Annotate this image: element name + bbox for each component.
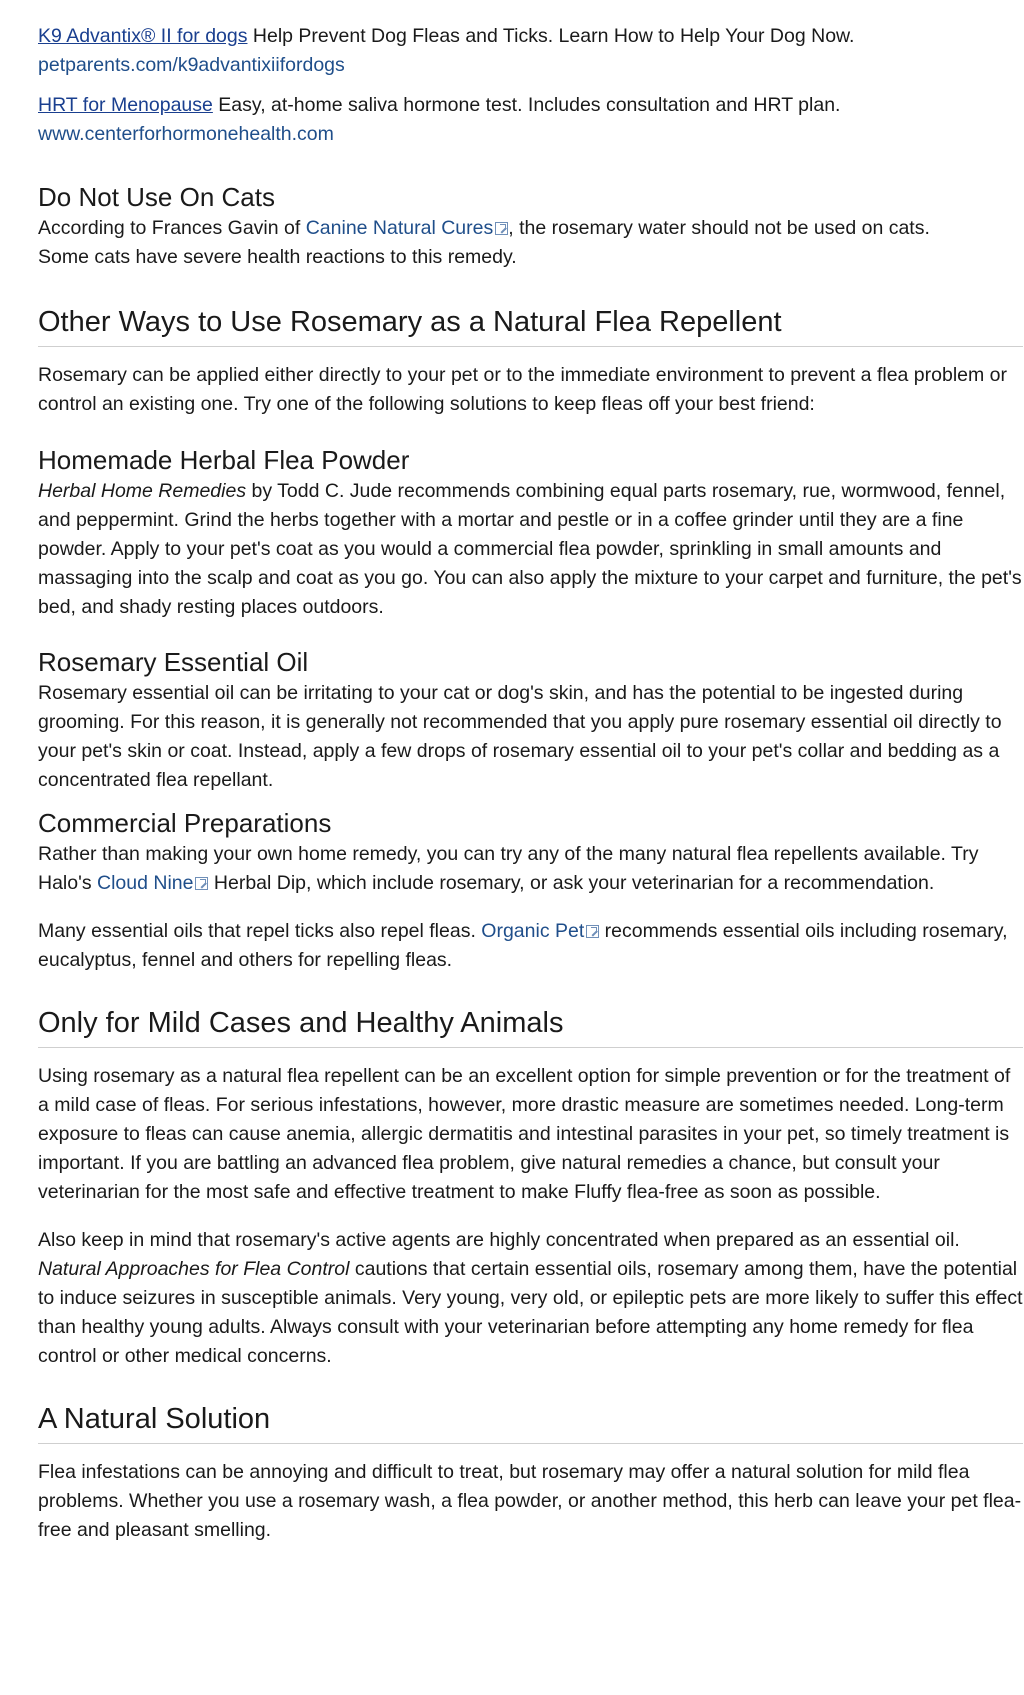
mild-book-title: Natural Approaches for Flea Control [38,1258,350,1280]
mild-text-after: cautions that certain essential oils, rosemary among them, have the potential to induce seizures in susceptible animals. Very young, very old, or epileptic pets are more likely to suffer this effect than healthy young adults. Always consult with your veterinarian before attempting any home remedy for flea control or other medical concerns. [38,1258,1023,1367]
cats-text-after: , the rosemary water should not be used on cats. [508,217,930,239]
mild-paragraph-2 [38,1226,1023,1371]
commercial-paragraph-2 [38,917,1023,975]
external-link-icon[interactable] [495,222,508,235]
commercial-heading: Commercial Preparations [38,808,332,838]
other-ways-heading: Other Ways to Use Rosemary as a Natural Flea Repellent [38,302,1023,347]
cats-text: According to Frances Gavin of [38,217,306,239]
mild-cases-heading: Only for Mild Cases and Healthy Animals [38,1003,1023,1048]
ad-text: Help Prevent Dog Fleas and Ticks. Learn How to Help Your Dog Now. [247,25,855,47]
commercial-text: Rather than making your own home remedy, you can try any of the many natural flea repellents available. Try Halo's [38,843,979,894]
powder-text: by Todd C. Jude recommends combining equal parts rosemary, rue, wormwood, fennel, and peppermint. Grind the herbs together with a mortar and pestle or in a coffee grinder until they are a fine powder. Apply to your pet's coat as you would a commercial flea powder, sprinkling in small amounts and massaging into the scalp and coat as you go. You can also apply the mixture to your carpet and furniture, the pet's bed, and shady resting places outdoors. [38,480,1022,618]
cats-heading: Do Not Use On Cats [38,182,275,212]
canine-natural-cures-link[interactable]: Canine Natural Cures [305,217,494,239]
commercial-paragraph-1 [38,840,1023,898]
ad-title-link[interactable]: HRT for Menopause [38,94,213,116]
natural-solution-paragraph: Flea infestations can be annoying and difficult to treat, but rosemary may offer a natural solution for mild flea problems. Whether you use a rosemary wash, a flea powder, or another method, this herb can leave your pet flea-free and pleasant smelling. [38,1461,1022,1541]
organic-pet-link[interactable]: Organic Pet [481,920,585,942]
ad-url-link[interactable]: petparents.com/k9advantixiifordogs [38,54,345,76]
cats-paragraph [38,214,1023,272]
powder-book-title: Herbal Home Remedies [38,480,247,502]
ad-k9-advantix [38,22,1023,80]
natural-solution-heading: A Natural Solution [38,1399,1023,1444]
ad-text: Easy, at-home saliva hormone test. Includes consultation and HRT plan. [212,94,841,116]
ad-hrt-menopause [38,91,1023,149]
ad-title-link[interactable]: K9 Advantix® II for dogs [38,25,248,47]
oil-paragraph: Rosemary essential oil can be irritating to your cat or dog's skin, and has the potential to be ingested during grooming. For this reason, it is generally not recommended that you apply pure rosemary essential oil directly to your pet's skin or coat. Instead, apply a few drops of rosemary essential oil to your pet's collar and bedding as a concentrated flea repellant. [38,682,1002,791]
powder-paragraph [38,477,1023,622]
commercial-text-2-after: recommends essential oils including rosemary, eucalyptus, fennel and others for repelling fleas. [38,920,1008,971]
mild-paragraph-1: Using rosemary as a natural flea repellent can be an excellent option for simple prevention or for the treatment of a mild case of fleas. For serious infestations, however, more drastic measure are sometimes needed. Long-term exposure to fleas can cause anemia, allergic dermatitis and intestinal parasites in your pet, so timely treatment is important. If you are battling an advanced flea problem, give natural remedies a chance, but consult your veterinarian for the most safe and effective treatment to make Fluffy flea-free as soon as possible. [38,1065,1011,1203]
powder-heading: Homemade Herbal Flea Powder [38,445,410,475]
oil-heading: Rosemary Essential Oil [38,647,309,677]
ad-url-link[interactable]: www.centerforhormonehealth.com [38,123,334,145]
external-link-icon[interactable] [586,925,599,938]
mild-text: Also keep in mind that rosemary's active agents are highly concentrated when prepared as an essential oil. [38,1229,960,1251]
cats-text-2: Some cats have severe health reactions to this remedy. [38,246,517,268]
cloud-nine-link[interactable]: Cloud Nine [97,872,194,894]
article [38,22,1023,1545]
commercial-text-2: Many essential oils that repel ticks also repel fleas. [38,920,482,942]
other-ways-intro: Rosemary can be applied either directly to your pet or to the immediate environment to prevent a flea problem or control an existing one. Try one of the following solutions to keep fleas off your best friend: [38,364,1008,415]
commercial-text-after: Herbal Dip, which include rosemary, or ask your veterinarian for a recommendation. [208,872,935,894]
external-link-icon[interactable] [195,877,208,890]
